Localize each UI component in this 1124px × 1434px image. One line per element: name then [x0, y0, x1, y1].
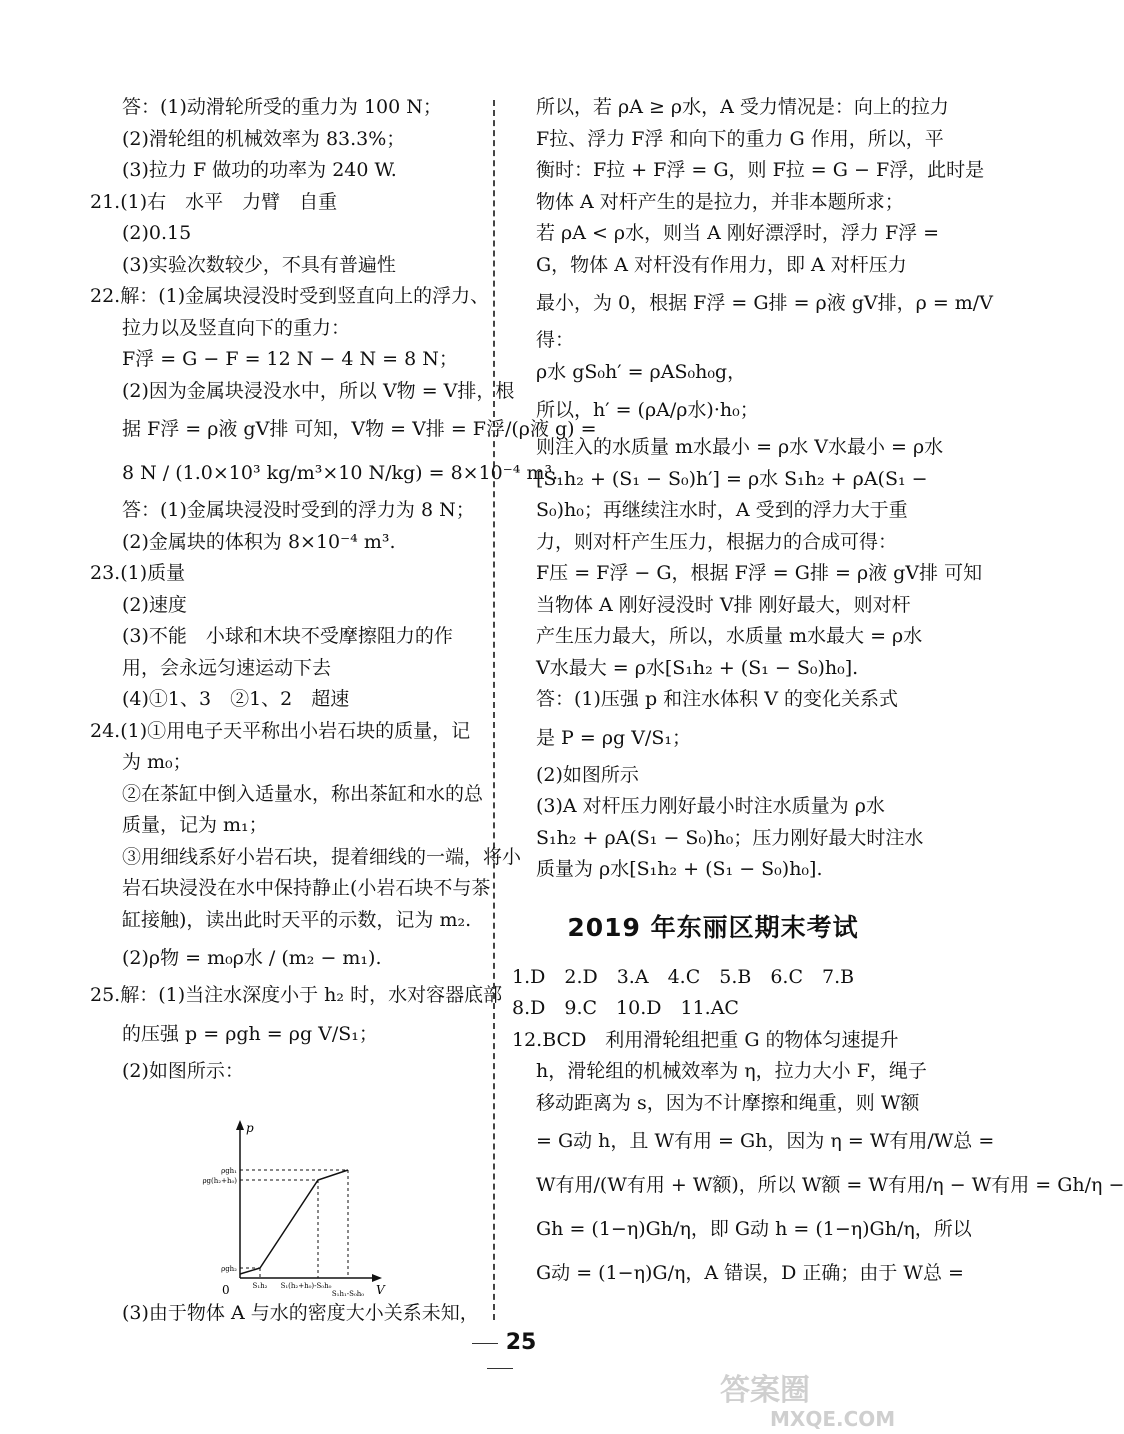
text-line: (2)ρ物 = m₀ρ水 / (m₂ − m₁). [122, 947, 382, 969]
text-line: (3)不能 小球和木块不受摩擦阻力的作 [122, 625, 453, 647]
page-number: 25 [460, 1330, 540, 1380]
y-tick-label: ρgh₁ [221, 1167, 237, 1175]
text-line: S₀)h₀；再继续注水时，A 受到的浮力大于重 [536, 499, 908, 521]
text-line: (2)金属块的体积为 8×10⁻⁴ m³. [122, 530, 396, 553]
question-22: 22.解：(1)金属块浸没时受到竖直向上的浮力、 [90, 285, 490, 307]
text-line: h，滑轮组的机械效率为 η，拉力大小 F，绳子 [536, 1060, 927, 1082]
text-line: ③用细线系好小岩石块，提着细线的一端，将小 [122, 845, 522, 868]
text-line: F浮 = G − F = 12 N − 4 N = 8 N； [122, 348, 458, 370]
answer-row: 1.D 2.D 3.A 4.C 5.B 6.C 7.B [512, 965, 855, 988]
text-line: (3)A 对杆压力刚好最小时注水质量为 ρ水 [536, 795, 885, 817]
question-21: 21.(1)右 水平 力臂 自重 [90, 190, 338, 213]
text-line: (2)如图所示 [536, 763, 639, 786]
question-12: 12.BCD 利用滑轮组把重 G 的物体匀速提升 [512, 1028, 899, 1051]
text-line: 8 N / (1.0×10³ kg/m³×10 N/kg) = 8×10⁻⁴ m³. [122, 462, 559, 484]
text-line: ρ水 gS₀h′ = ρAS₀h₀g， [536, 360, 747, 383]
text-line: G动 = (1−η)G/η，A 错误，D 正确；由于 W总 = [536, 1262, 964, 1284]
text-line: Gh = (1−η)Gh/η，即 G动 h = (1−η)Gh/η，所以 [536, 1218, 972, 1240]
y-axis-arrow [236, 1120, 244, 1130]
watermark-text: 答案圈 [720, 1373, 810, 1408]
text-line: 移动距离为 s，因为不计摩擦和绳重，则 W额 [536, 1091, 920, 1114]
text-line: S₁h₂ + ρA(S₁ − S₀)h₀；压力刚好最大时注水 [536, 826, 924, 849]
text-line: 力，则对杆产生压力，根据力的合成可得： [536, 530, 898, 553]
section-title: 2019 年东丽区期末考试 [567, 912, 859, 942]
text-line: 是 P = ρg V/S₁； [536, 726, 691, 749]
text-line: 所以，h′ = (ρA/ρ水)·h₀； [536, 399, 759, 421]
text-line: ②在茶缸中倒入适量水，称出茶缸和水的总 [122, 782, 484, 805]
text-line: (2)0.15 [122, 222, 192, 244]
question-23: 23.(1)质量 [90, 562, 186, 584]
text-line: (2)速度 [122, 593, 187, 616]
text-line: 用，会永远匀速运动下去 [122, 656, 332, 679]
x-tick-label: S₁(h₂+h₀)-S₀h₀ [280, 1282, 332, 1290]
x-axis-label: V [376, 1283, 385, 1297]
y-tick-label: ρgh₂ [221, 1265, 237, 1273]
text-line: = G动 h，且 W有用 = Gh，因为 η = W有用/W总 = [536, 1130, 995, 1152]
text-line: F拉、浮力 F浮 和向下的重力 G 作用，所以，平 [536, 127, 944, 150]
text-line: [S₁h₂ + (S₁ − S₀)h′] = ρ水 S₁h₂ + ρA(S₁ − [536, 467, 928, 490]
text-line: 答：(1)金属块浸没时受到的浮力为 8 N； [122, 499, 475, 521]
text-line: V水最大 = ρ水[S₁h₂ + (S₁ − S₀)h₀]. [536, 656, 859, 679]
text-line: 则注入的水质量 m水最小 = ρ水 V水最小 = ρ水 [536, 436, 944, 458]
text-line: (2)如图所示： [122, 1059, 244, 1082]
watermark-logo [700, 1370, 990, 1430]
graph-line [240, 1170, 348, 1274]
text-line: 最小，为 0，根据 F浮 = G排 = ρ液 gV排，ρ = m/V [536, 292, 993, 314]
text-line: 产生压力最大，所以，水质量 m水最大 = ρ水 [536, 625, 923, 647]
text-line: (2)滑轮组的机械效率为 83.3%； [122, 127, 406, 150]
text-line: 答：(1)动滑轮所受的重力为 100 N； [122, 96, 442, 118]
text-line: 衡时：F拉 + F浮 = G，则 F拉 = G − F浮，此时是 [536, 159, 985, 181]
text-line: G，物体 A 对杆没有作用力，即 A 对杆压力 [536, 253, 907, 276]
right-column [512, 92, 1124, 1295]
pressure-volume-graph [180, 1118, 410, 1298]
text-line: (4)①1、3 ②1、2 超速 [122, 688, 350, 710]
text-line: (3)拉力 F 做功的功率为 240 W. [122, 159, 397, 181]
text-line: 当物体 A 刚好浸没时 V排 刚好最大，则对杆 [536, 593, 911, 616]
x-tick-label: S₁h₁-S₀h₀ [331, 1290, 365, 1298]
text-line: 物体 A 对杆产生的是拉力，并非本题所求； [536, 190, 904, 213]
text-line: 若 ρA < ρ水，则当 A 刚好漂浮时，浮力 F浮 = [536, 222, 940, 244]
text-line: 为 m₀； [122, 751, 192, 773]
text-line: F压 = F浮 − G，根据 F浮 = G排 = ρ液 gV排 可知 [536, 562, 983, 584]
left-column [90, 92, 597, 1087]
text-line: 的压强 p = ρgh = ρg V/S₁； [122, 1022, 378, 1045]
question-24: 24.(1)①用电子天平称出小岩石块的质量，记 [90, 719, 471, 742]
text-line: W有用/(W有用 + W额)，所以 W额 = W有用/η − W有用 = Gh/η − [536, 1174, 1124, 1196]
y-axis-label: p [246, 1121, 254, 1135]
text-line: 得： [536, 329, 575, 351]
text-line: 质量为 ρ水[S₁h₂ + (S₁ − S₀)h₀]. [536, 858, 823, 880]
question-25: 25.解：(1)当注水深度小于 h₂ 时，水对容器底部 [90, 984, 503, 1006]
text-line: (3)实验次数较少，不具有普遍性 [122, 253, 396, 276]
watermark-url: MXQE.COM [770, 1407, 896, 1431]
text-line: 拉力以及竖直向下的重力： [122, 316, 351, 339]
text-line: 缸接触)，读出此时天平的示数，记为 m₂. [122, 908, 472, 931]
x-axis-arrow [372, 1274, 382, 1282]
x-tick-label: S₁h₂ [252, 1282, 268, 1290]
text-line: 据 F浮 = ρ液 gV排 可知，V物 = V排 = F浮/(ρ液 g) = [122, 418, 597, 440]
column-divider [493, 100, 495, 1320]
text-line: 所以，若 ρA ≥ ρ水，A 受力情况是：向上的拉力 [536, 96, 949, 118]
text-line: 答：(1)压强 p 和注水体积 V 的变化关系式 [536, 688, 898, 710]
text-line: 岩石块浸没在水中保持静止(小岩石块不与茶 [122, 877, 491, 899]
text-line: 质量，记为 m₁； [122, 814, 268, 836]
y-tick-label: ρg(h₂+h₀) [202, 1177, 237, 1185]
text-line: (3)由于物体 A 与水的密度大小关系未知， [122, 1302, 479, 1324]
text-line: (2)因为金属块浸没水中，所以 V物 = V排，根 [122, 379, 515, 402]
origin-label: 0 [222, 1283, 230, 1297]
answer-row: 8.D 9.C 10.D 11.AC [512, 997, 739, 1019]
